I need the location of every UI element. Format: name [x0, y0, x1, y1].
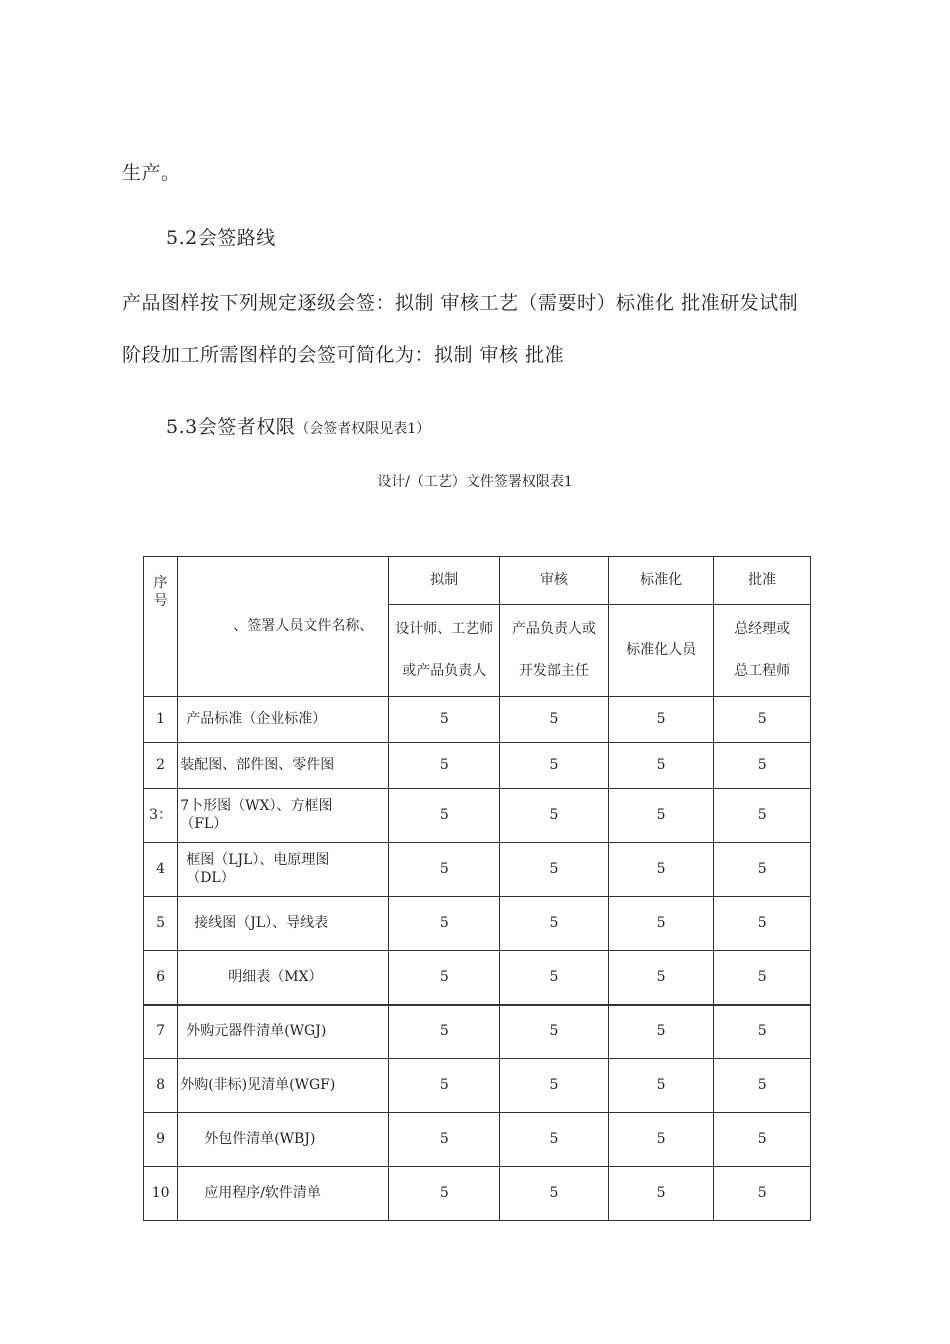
- header-seq: 序号: [144, 557, 178, 697]
- row-number: 4: [144, 843, 178, 897]
- section-5-3-heading-wrap: [166, 412, 430, 439]
- row-number: 8: [144, 1059, 178, 1113]
- row-value-review: 5: [500, 1113, 609, 1167]
- row-doc-name: 7卜形图（WX）、方框图（FL）: [178, 789, 389, 843]
- row-doc-name: 产品标准（企业标准）: [178, 697, 389, 743]
- table-row: [144, 1113, 811, 1167]
- row-number: 2: [144, 743, 178, 789]
- row-value-draft: 5: [389, 697, 500, 743]
- row-value-approve: 5: [714, 1167, 811, 1221]
- section-5-2-line-2: 阶段加工所需图样的会签可简化为：拟制 审核 批准: [122, 344, 565, 366]
- table-row: [144, 789, 811, 843]
- header-person-approve: [714, 605, 811, 697]
- section-5-3-heading: 5.3会签者权限: [166, 416, 296, 438]
- row-value-approve: 5: [714, 951, 811, 1005]
- row-value-approve: 5: [714, 1005, 811, 1059]
- header-person-approve-line-1: 总经理或: [734, 621, 791, 637]
- row-value-review: 5: [500, 897, 609, 951]
- header-person-review-line-1: 产品负责人或: [511, 621, 596, 637]
- section-5-3-note: （会签者权限见表1）: [295, 421, 431, 437]
- row-value-standardize: 5: [608, 897, 714, 951]
- row-value-review: 5: [500, 1059, 609, 1113]
- row-value-approve: 5: [714, 789, 811, 843]
- row-number: 3：: [144, 789, 178, 843]
- header-role-review: 审核: [500, 557, 609, 605]
- row-value-draft: 5: [389, 1113, 500, 1167]
- row-value-draft: 5: [389, 1059, 500, 1113]
- row-value-review: 5: [500, 1167, 609, 1221]
- row-value-approve: 5: [714, 1113, 811, 1167]
- row-value-review: 5: [500, 843, 609, 897]
- row-value-standardize: 5: [608, 1167, 714, 1221]
- header-person-draft-line-1: 设计师、工艺师: [395, 621, 494, 637]
- row-value-draft: 5: [389, 951, 500, 1005]
- header-doc-name: 、签署人员文件名称、: [178, 557, 389, 697]
- row-doc-name: 接线图（JL）、导线表: [178, 897, 389, 951]
- header-person-review-line-2: 开发部主任: [518, 662, 589, 679]
- row-doc-name: 应用程序/软件清单: [178, 1167, 389, 1221]
- intro-tail-text: 生产。: [122, 162, 181, 184]
- row-value-review: 5: [500, 1005, 609, 1059]
- row-number: 10: [144, 1167, 178, 1221]
- table-row: [144, 897, 811, 951]
- row-value-standardize: 5: [608, 1005, 714, 1059]
- row-value-review: 5: [500, 789, 609, 843]
- row-number: 7: [144, 1005, 178, 1059]
- row-value-approve: 5: [714, 743, 811, 789]
- table-row: [144, 1005, 811, 1059]
- header-role-approve: 批准: [714, 557, 811, 605]
- row-value-draft: 5: [389, 1005, 500, 1059]
- row-value-approve: 5: [714, 697, 811, 743]
- table-row: [144, 1059, 811, 1113]
- header-person-review: [500, 605, 609, 697]
- header-role-standardize: 标准化: [608, 557, 714, 605]
- row-value-standardize: 5: [608, 1113, 714, 1167]
- header-role-draft: 拟制: [389, 557, 500, 605]
- header-person-approve-line-2: 总工程师: [734, 662, 791, 679]
- row-value-standardize: 5: [608, 1059, 714, 1113]
- row-value-draft: 5: [389, 897, 500, 951]
- row-value-review: 5: [500, 697, 609, 743]
- row-value-approve: 5: [714, 843, 811, 897]
- row-value-approve: 5: [714, 897, 811, 951]
- row-value-draft: 5: [389, 1167, 500, 1221]
- row-value-standardize: 5: [608, 743, 714, 789]
- row-value-draft: 5: [389, 843, 500, 897]
- row-value-review: 5: [500, 951, 609, 1005]
- row-number: 5: [144, 897, 178, 951]
- row-value-standardize: 5: [608, 951, 714, 1005]
- row-value-standardize: 5: [608, 843, 714, 897]
- row-number: 1: [144, 697, 178, 743]
- row-doc-name: 装配图、部件图、零件图: [178, 743, 389, 789]
- header-person-standardize: [608, 605, 714, 697]
- row-value-review: 5: [500, 743, 609, 789]
- row-value-standardize: 5: [608, 789, 714, 843]
- row-value-approve: 5: [714, 1059, 811, 1113]
- table-row: [144, 1167, 811, 1221]
- table-row: [144, 697, 811, 743]
- signature-authority-table: [143, 556, 811, 1221]
- row-value-draft: 5: [389, 789, 500, 843]
- row-doc-name: 外购(非标)见清单(WGF): [178, 1059, 389, 1113]
- header-person-standardize-line-1: 标准化人员: [626, 641, 697, 658]
- row-number: 9: [144, 1113, 178, 1167]
- table-caption: 设计/（工艺）文件签署权限表1: [377, 474, 573, 490]
- row-doc-name: 明细表（MX）: [178, 951, 389, 1005]
- section-5-2-line-1: 产品图样按下列规定逐级会签：拟制 审核工艺（需要时）标准化 批准研发试制: [122, 292, 799, 314]
- table-row: [144, 743, 811, 789]
- row-value-standardize: 5: [608, 697, 714, 743]
- table-row: [144, 951, 811, 1005]
- table-row: [144, 843, 811, 897]
- row-doc-name: 框图（LJL）、电原理图（DL）: [178, 843, 389, 897]
- row-value-draft: 5: [389, 743, 500, 789]
- row-number: 6: [144, 951, 178, 1005]
- row-doc-name: 外包件清单(WBJ): [178, 1113, 389, 1167]
- header-person-draft-line-2: 或产品负责人: [402, 662, 487, 679]
- header-person-draft: [389, 605, 500, 697]
- table-header-row-roles: [144, 557, 811, 605]
- row-doc-name: 外购元器件清单(WGJ): [178, 1005, 389, 1059]
- section-5-2-heading: 5.2会签路线: [166, 227, 276, 249]
